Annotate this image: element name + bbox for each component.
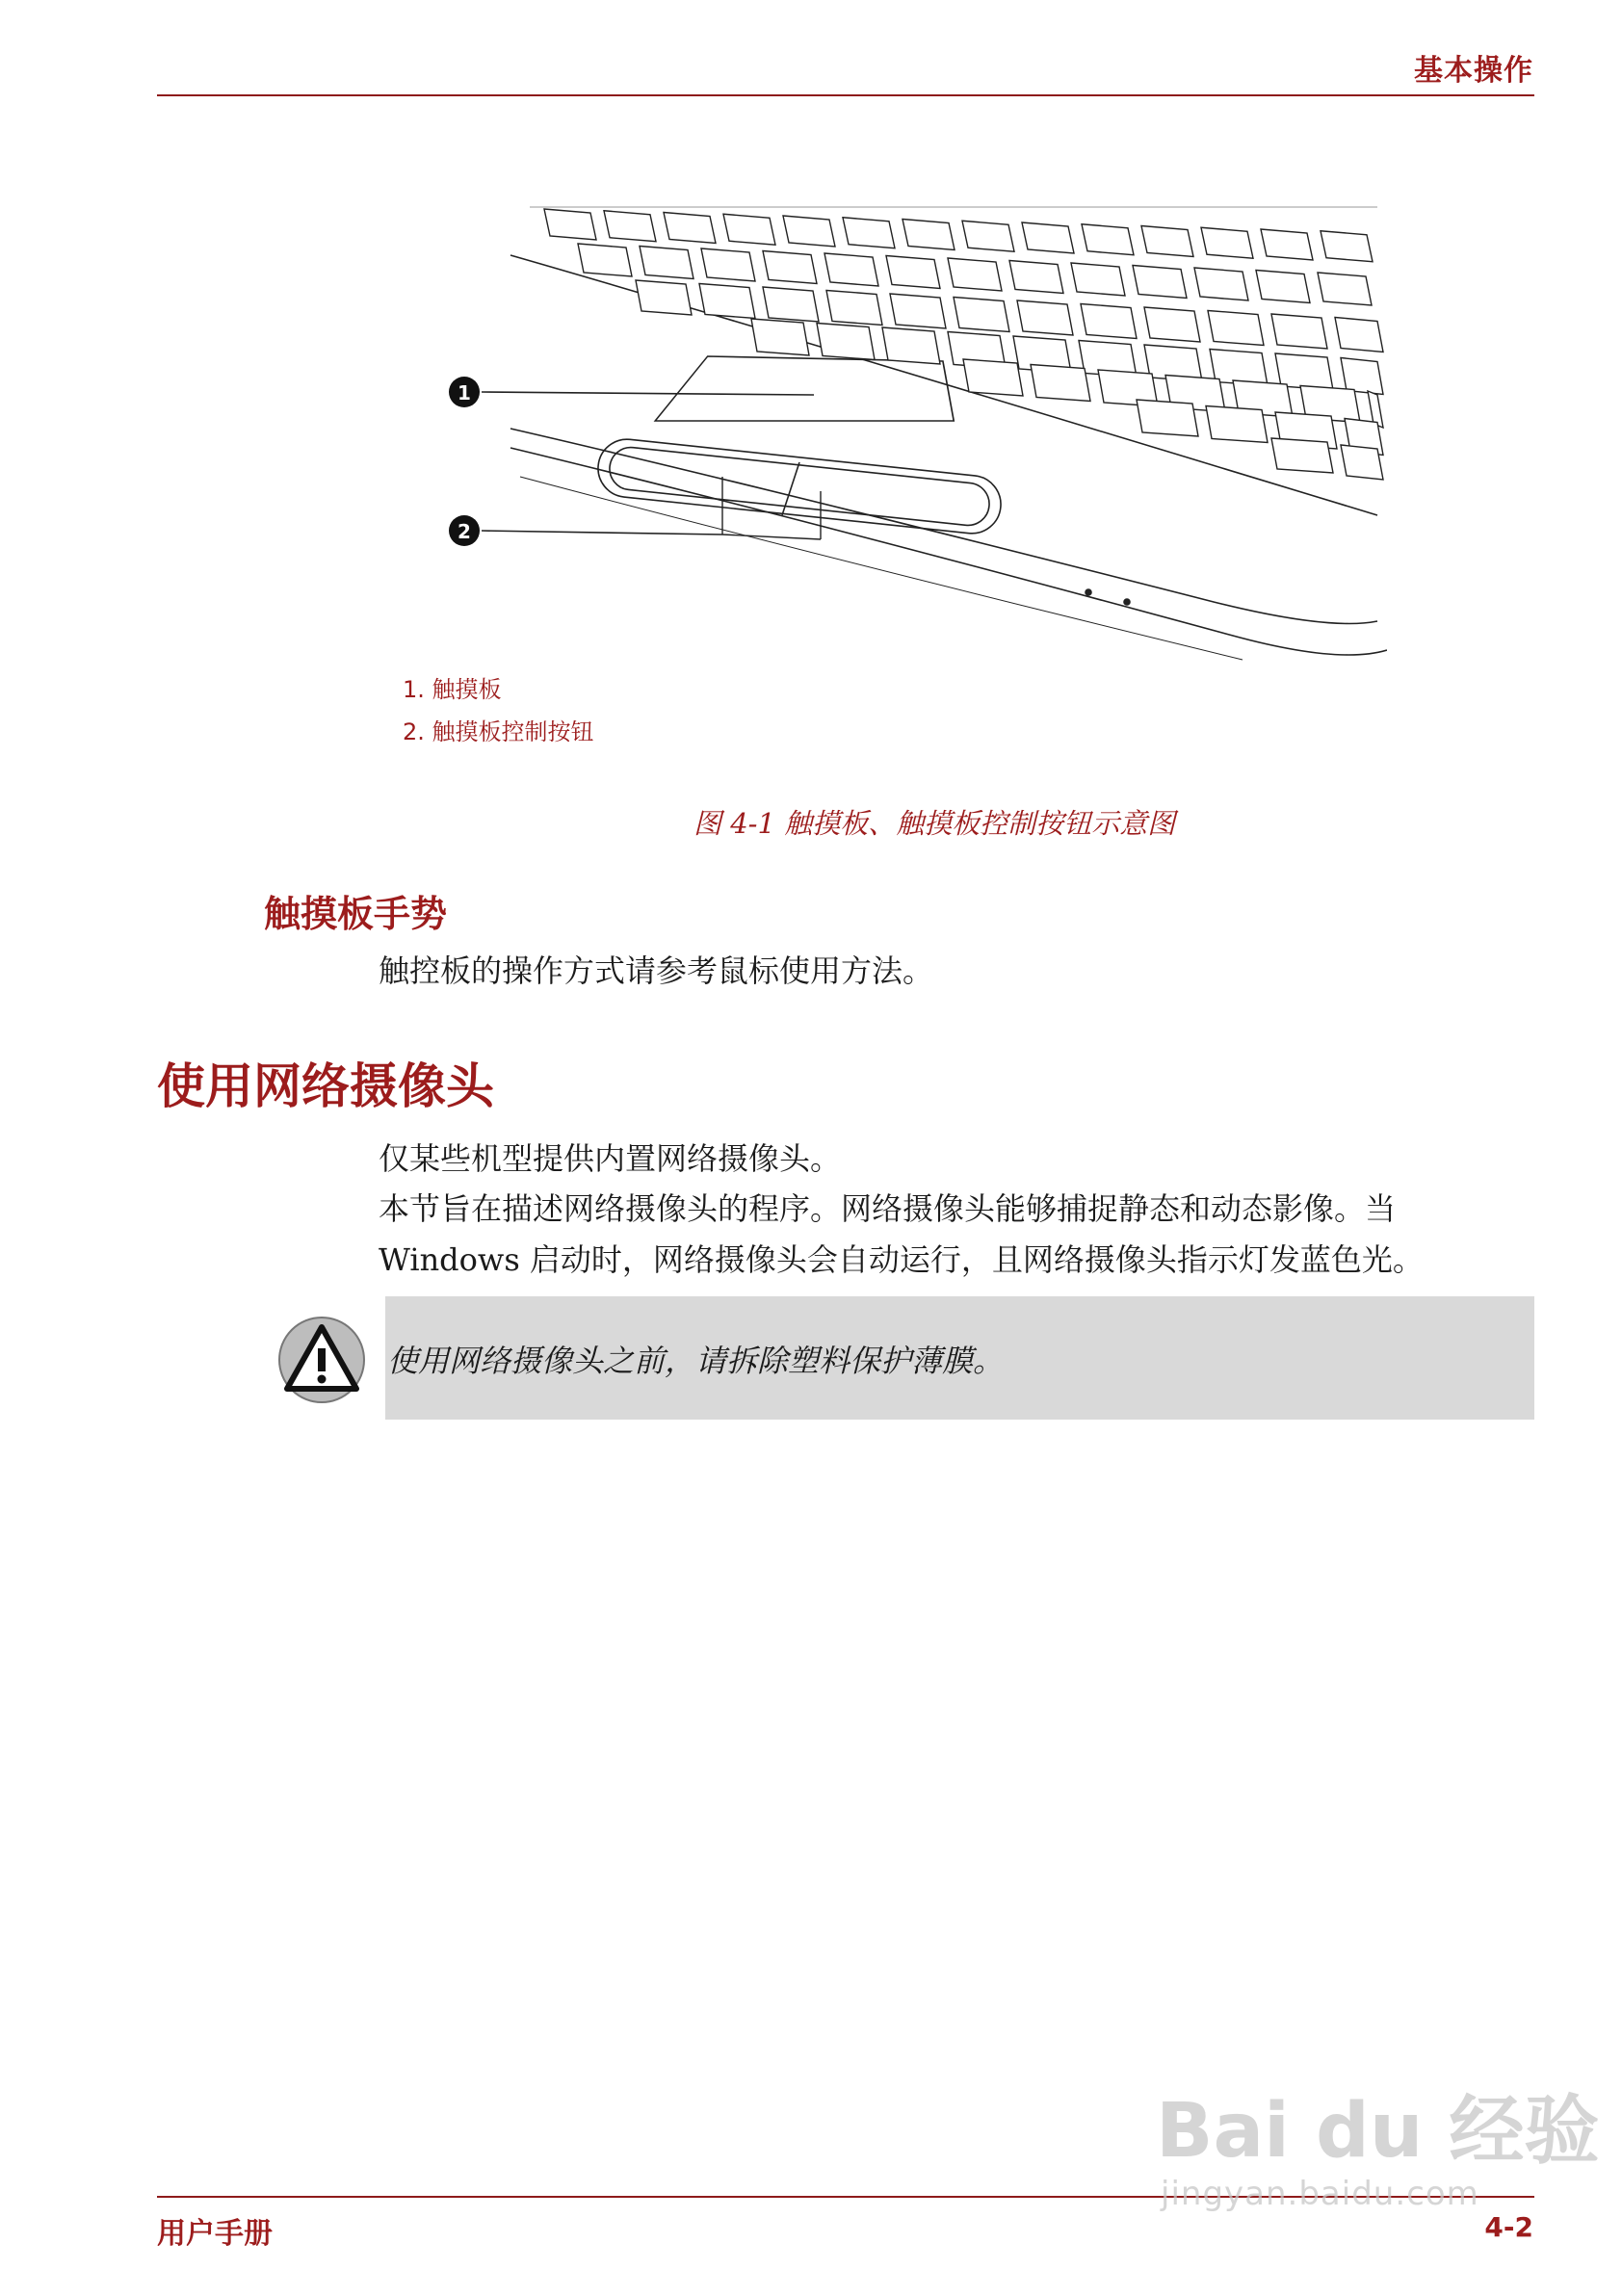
- keyboard-key: [1144, 307, 1200, 342]
- keyboard-key: [1321, 231, 1373, 262]
- keyboard-key: [1022, 222, 1074, 253]
- keyboard-key: [886, 256, 940, 289]
- keyboard-key: [604, 211, 656, 242]
- keyboard-key: [763, 251, 817, 284]
- header-rule: [157, 94, 1534, 96]
- running-header: 基本操作: [1414, 54, 1533, 88]
- keyboard-key: [1335, 318, 1383, 352]
- keyboard-key: [783, 216, 835, 247]
- keyboard-key: [1271, 314, 1327, 349]
- keyboard-key: [751, 319, 809, 355]
- note-text: 使用网络摄像头之前，请拆除塑料保护薄膜。: [387, 1343, 1005, 1379]
- keyboard-key: [1208, 311, 1264, 346]
- keyboard-key: [817, 324, 875, 360]
- keyboard-key: [962, 221, 1014, 251]
- keyboard-key: [1017, 300, 1073, 335]
- watermark-url: jingyan.baidu.com: [1161, 2175, 1479, 2213]
- keyboard-key: [954, 298, 1009, 332]
- figure-legend-item-1: 1. 触摸板: [403, 676, 502, 703]
- keyboard-key: [1341, 445, 1383, 480]
- keyboard-key: [903, 220, 955, 250]
- keyboard-key: [1206, 406, 1268, 443]
- webcam-paragraph-line-1: 仅某些机型提供内置网络摄像头。: [379, 1140, 842, 1177]
- keyboard-key: [948, 258, 1002, 291]
- keyboard-key: [843, 218, 895, 248]
- keyboard-key: [1031, 365, 1090, 402]
- keyboard-key: [763, 287, 819, 322]
- keyboard-key: [1201, 227, 1253, 258]
- keyboard-key: [890, 294, 946, 328]
- watermark-logo: Bai du 经验: [1156, 2088, 1600, 2175]
- footer-page-number: 4-2: [1484, 2211, 1533, 2243]
- keyboard-key: [1081, 304, 1137, 339]
- keyboard-key: [1137, 400, 1198, 436]
- keyboard-key: [1194, 268, 1248, 300]
- keyboard-key: [664, 213, 716, 244]
- keyboard-key: [701, 248, 755, 281]
- keyboard-key: [824, 253, 878, 286]
- webcam-paragraph-line-2: 本节旨在描述网络摄像头的程序。网络摄像头能够捕捉静态和动态影像。当: [379, 1190, 1397, 1227]
- keyboard-key: [1261, 229, 1313, 260]
- keyboard-key: [723, 214, 775, 245]
- keyboard-key: [1318, 273, 1372, 305]
- figure-legend-item-2: 2. 触摸板控制按钮: [403, 718, 594, 745]
- keyboard-key: [882, 327, 940, 364]
- keyboard-key: [636, 280, 692, 315]
- touchpad-illustration: [424, 197, 1387, 718]
- figure-caption: 图 4-1 触摸板、触摸板控制按钮示意图: [693, 807, 1176, 840]
- keyboard-key: [1071, 263, 1125, 296]
- callout-2-label: 2: [458, 520, 471, 543]
- section-heading-gestures: 触摸板手势: [264, 893, 448, 935]
- keyboard-key: [1271, 438, 1333, 473]
- gestures-paragraph: 触控板的操作方式请参考鼠标使用方法。: [379, 952, 934, 989]
- webcam-paragraph-line-3: Windows 启动时，网络摄像头会自动运行，且网络摄像头指示灯发蓝色光。: [379, 1241, 1424, 1278]
- keyboard-key: [1133, 266, 1187, 299]
- warning-icon: [277, 1316, 366, 1404]
- keyboard-key: [699, 284, 755, 319]
- keyboard-key: [578, 244, 632, 276]
- keyboard-key: [640, 247, 693, 279]
- keyboard-key: [544, 209, 596, 240]
- keyboard-key: [1256, 271, 1310, 303]
- keyboard-key: [1141, 226, 1193, 257]
- keyboard-key: [963, 359, 1023, 396]
- keyboard-key: [1082, 224, 1134, 255]
- footer-manual-title: 用户手册: [157, 2217, 273, 2251]
- keyboard-key: [826, 291, 882, 326]
- callout-1-label: 1: [458, 381, 471, 404]
- section-heading-webcam: 使用网络摄像头: [157, 1058, 494, 1114]
- keyboard-key: [1009, 261, 1063, 294]
